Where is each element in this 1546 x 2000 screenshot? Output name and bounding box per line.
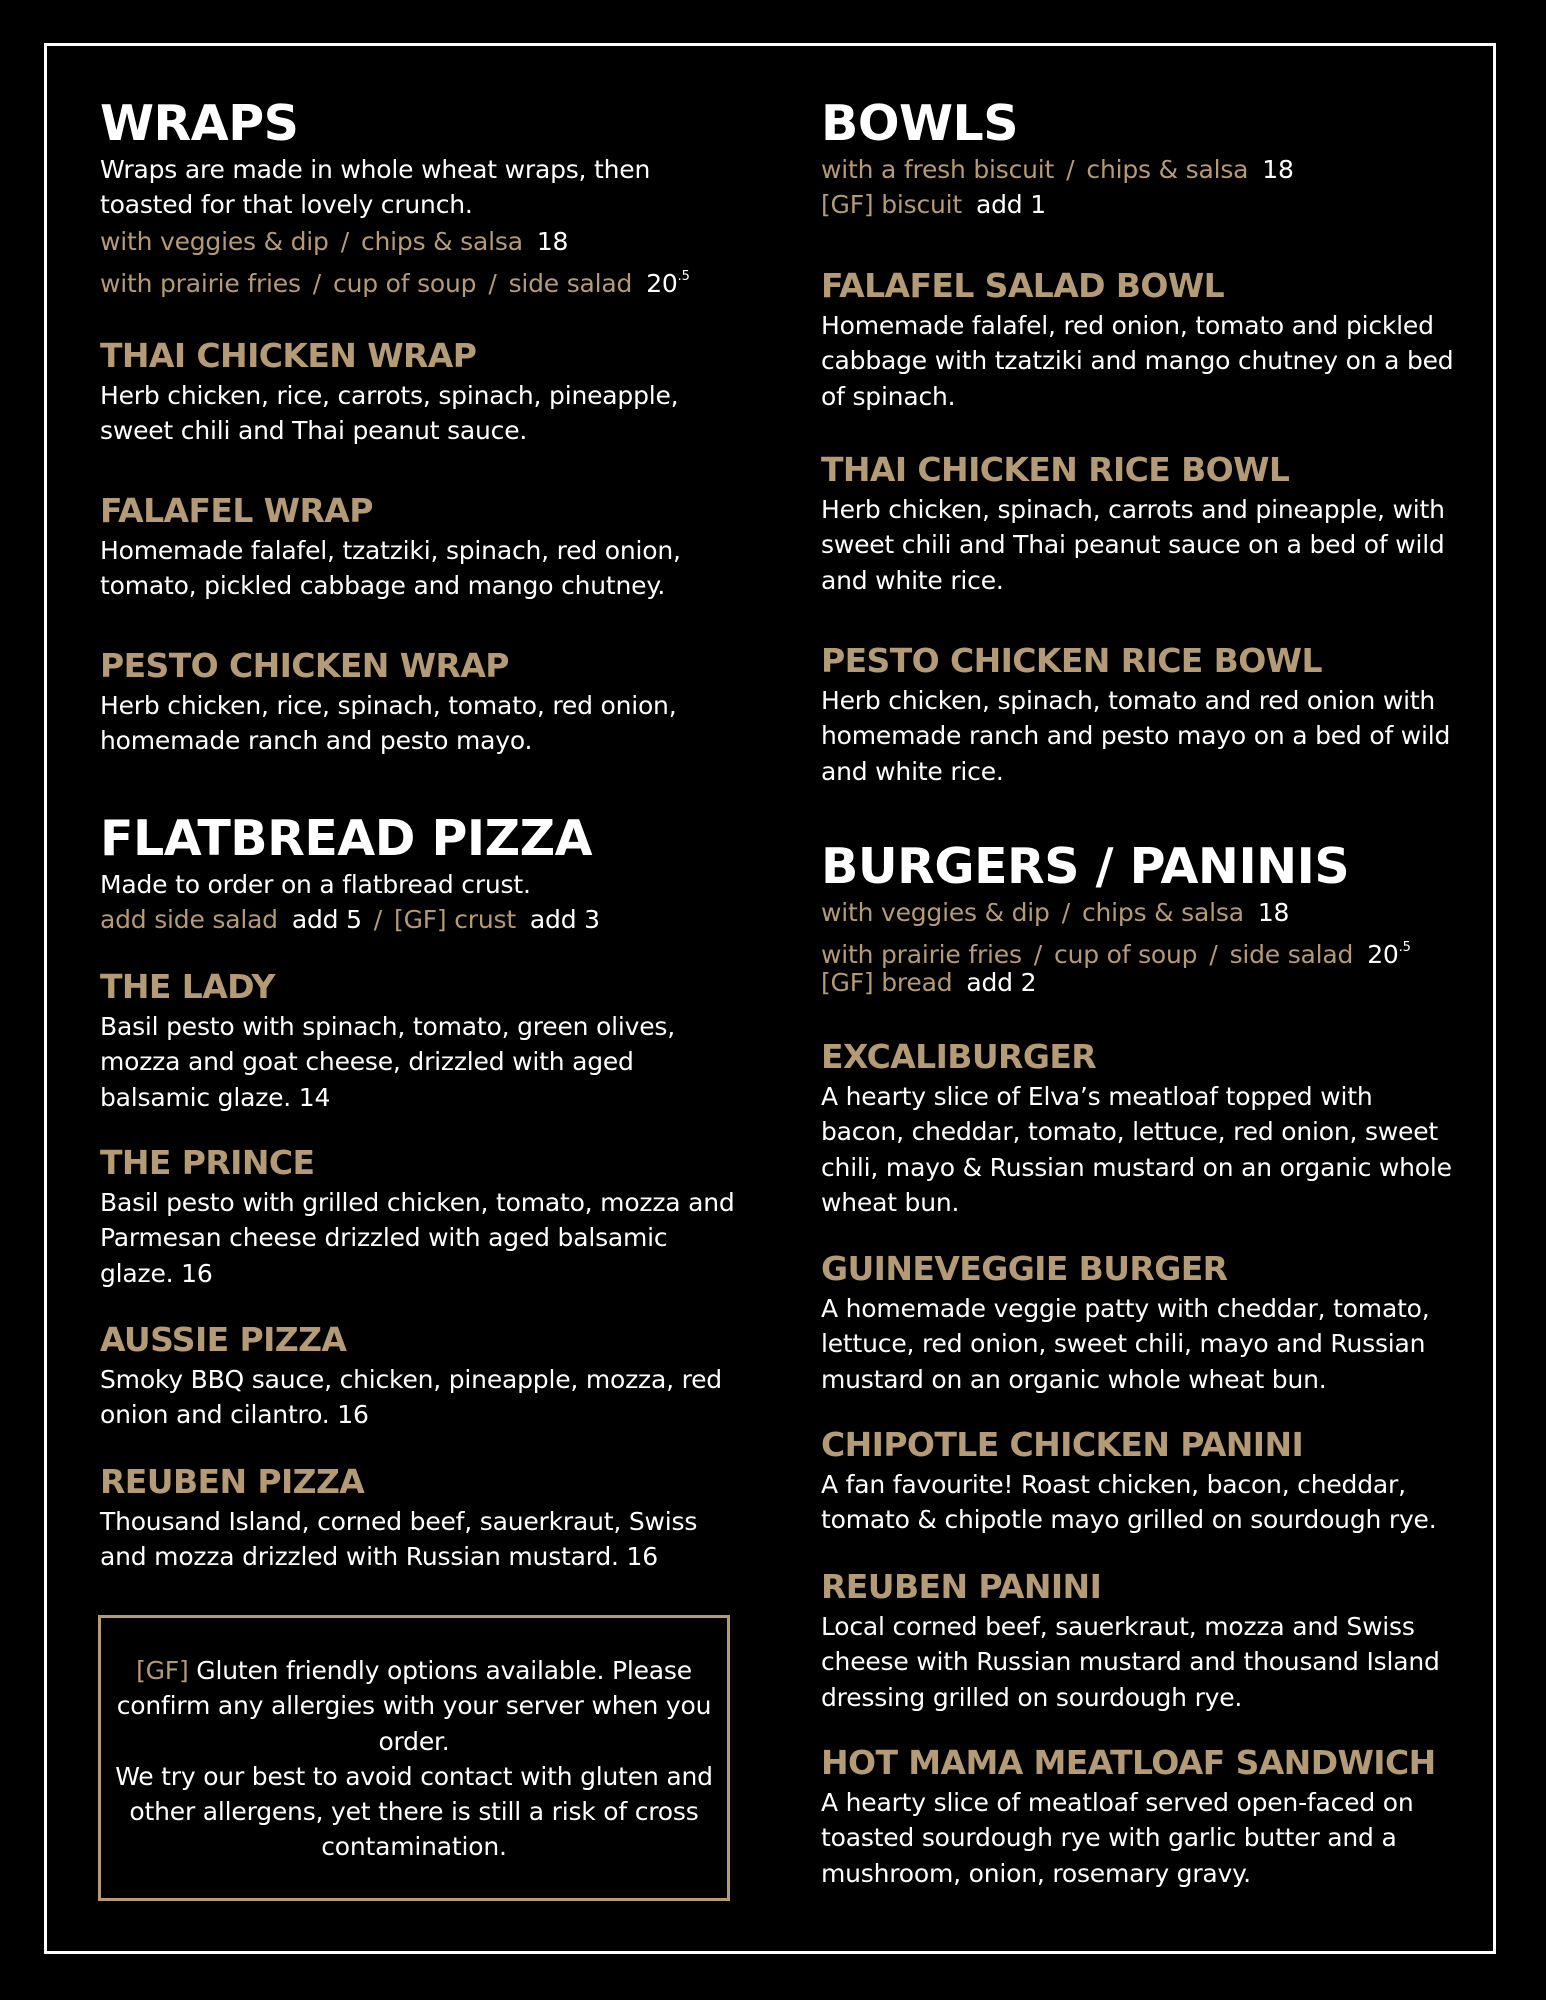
- item-description: Homemade falafel, tzatziki, spinach, red onion, tomato, pickled cabbage and mango chutney.: [100, 536, 681, 601]
- item-description: A hearty slice of meatloaf served open-faced on toasted sourdough rye with garlic butter and a mushroom, onion, rosemary gravy.: [821, 1788, 1414, 1888]
- item-description: A homemade veggie patty with cheddar, tomato, lettuce, red onion, sweet chili, mayo and Russian mustard on an organic whole wheat bun.: [821, 1294, 1430, 1394]
- item-title: EXCALIBURGER: [821, 1037, 1097, 1076]
- burgers-option-gf-price: add 2: [966, 968, 1037, 997]
- item-title: FALAFEL WRAP: [100, 491, 373, 530]
- item-description: Thousand Island, corned beef, sauerkraut, Swiss and mozza drizzled with Russian mustard. 16: [100, 1507, 698, 1572]
- burgers-option-line-3: [821, 965, 1036, 1000]
- item-description: Local corned beef, sauerkraut, mozza and Swiss cheese with Russian mustard and thousand Island dressing grilled on sourdough rye.: [821, 1612, 1440, 1712]
- allergy-notice-part-1: Gluten friendly options available. Please confirm any allergies with your server when you order.: [116, 1656, 712, 1756]
- burgers-option-chips: chips & salsa: [1081, 898, 1244, 927]
- bowls-option-gf-price: add 1: [975, 190, 1046, 219]
- burgers-option-soup: cup of soup: [1054, 940, 1198, 969]
- wraps-option-line-1: with veggies & dip / chips & salsa 18: [100, 227, 569, 256]
- wraps-description: Wraps are made in whole wheat wraps, then toasted for that lovely crunch.: [100, 155, 651, 220]
- item-title: PESTO CHICKEN RICE BOWL: [821, 641, 1322, 680]
- bowls-title: BOWLS: [821, 95, 1019, 152]
- item-description: A hearty slice of Elva’s meatloaf topped with bacon, cheddar, tomato, lettuce, red onion, sweet chili, mayo & Russian mustard on an organic whole wheat bun.: [821, 1082, 1452, 1217]
- pizza-option-salad: add side salad: [100, 905, 278, 934]
- bowls-option-price: 18: [1262, 155, 1294, 184]
- item-description: Basil pesto with grilled chicken, tomato, mozza and Parmesan cheese drizzled with aged balsamic glaze. 16: [100, 1188, 735, 1288]
- item-title: THAI CHICKEN RICE BOWL: [821, 450, 1290, 489]
- bowls-option-line-1: with a fresh biscuit / chips & salsa 18: [821, 155, 1294, 184]
- pizza-option-gf-price: add 3: [529, 905, 600, 934]
- burgers-option-price-2: $20^{.5}$: [1367, 940, 1411, 969]
- burgers-option-price-1: 18: [1257, 898, 1290, 927]
- wraps-option-fries: with prairie fries: [100, 269, 301, 298]
- item-description: Smoky BBQ sauce, chicken, pineapple, mozza, red onion and cilantro. 16: [100, 1365, 722, 1430]
- wraps-option-price-1: 18: [536, 227, 569, 256]
- item-description: Homemade falafel, red onion, tomato and pickled cabbage with tzatziki and mango chutney on a bed of spinach.: [821, 311, 1454, 411]
- item-description: Basil pesto with spinach, tomato, green olives, mozza and goat cheese, drizzled with aged balsamic glaze. 14: [100, 1012, 675, 1112]
- pizza-option-line: add side salad add 5 / [GF] crust add 3: [100, 905, 600, 934]
- allergy-notice-text: [101, 1653, 727, 1865]
- item-title: REUBEN PANINI: [821, 1567, 1102, 1606]
- burgers-paninis-title: BURGERS / PANINIS: [821, 838, 1350, 895]
- bowls-option-gf-biscuit: [GF] biscuit: [821, 190, 962, 219]
- item-title: REUBEN PIZZA: [100, 1462, 365, 1501]
- item-title: CHIPOTLE CHICKEN PANINI: [821, 1425, 1304, 1464]
- item-title: THE LADY: [100, 967, 275, 1006]
- wraps-option-soup: cup of soup: [333, 269, 477, 298]
- item-title: FALAFEL SALAD BOWL: [821, 266, 1225, 305]
- item-title: AUSSIE PIZZA: [100, 1320, 347, 1359]
- item-description: Herb chicken, rice, spinach, tomato, red onion, homemade ranch and pesto mayo.: [100, 691, 677, 756]
- item-title: THAI CHICKEN WRAP: [100, 336, 477, 375]
- burgers-option-veggies: with veggies & dip: [821, 898, 1050, 927]
- pizza-option-salad-price: add 5: [291, 905, 362, 934]
- gf-label: [GF]: [136, 1656, 189, 1685]
- item-title: PESTO CHICKEN WRAP: [100, 646, 509, 685]
- wraps-option-line-2: with prairie fries / cup of soup / side salad $20^{.5}$: [100, 269, 690, 298]
- item-title: GUINEVEGGIE BURGER: [821, 1249, 1228, 1288]
- burgers-option-line-1: with veggies & dip / chips & salsa 18: [821, 898, 1290, 927]
- burgers-option-salad: side salad: [1229, 940, 1354, 969]
- wraps-option-veggies: with veggies & dip: [100, 227, 329, 256]
- allergy-notice-part-2: We try our best to avoid contact with gluten and other allergens, yet there is still a risk of cross contamination.: [115, 1761, 713, 1862]
- burgers-option-gf-bread: [GF] bread: [821, 968, 953, 997]
- wraps-option-price-2: $20^{.5}$: [646, 269, 690, 298]
- wraps-option-salad: side salad: [508, 269, 633, 298]
- item-description: A fan favourite! Roast chicken, bacon, cheddar, tomato & chipotle mayo grilled on sourdough rye.: [821, 1470, 1437, 1535]
- item-description: Herb chicken, spinach, carrots and pineapple, with sweet chili and Thai peanut sauce on a bed of wild and white rice.: [821, 495, 1445, 595]
- bowls-option-line-2: [821, 187, 1046, 222]
- item-title: HOT MAMA MEATLOAF SANDWICH: [821, 1743, 1436, 1782]
- pizza-description: Made to order on a flatbread crust.: [100, 870, 531, 899]
- flatbread-pizza-title: FLATBREAD PIZZA: [100, 810, 593, 867]
- item-title: THE PRINCE: [100, 1143, 315, 1182]
- item-description: Herb chicken, rice, carrots, spinach, pineapple, sweet chili and Thai peanut sauce.: [100, 381, 679, 446]
- allergy-notice-box: [98, 1615, 730, 1901]
- burgers-option-fries: with prairie fries: [821, 940, 1022, 969]
- wraps-title: WRAPS: [100, 95, 299, 152]
- wraps-option-chips: chips & salsa: [360, 227, 523, 256]
- bowls-option-chips: chips & salsa: [1086, 155, 1249, 184]
- pizza-option-gf-crust: [GF] crust: [394, 905, 516, 934]
- item-description: Herb chicken, spinach, tomato and red onion with homemade ranch and pesto mayo on a bed of wild and white rice.: [821, 686, 1451, 786]
- burgers-option-line-2: with prairie fries / cup of soup / side salad $20^{.5}$: [821, 940, 1411, 969]
- bowls-option-biscuit: with a fresh biscuit: [821, 155, 1055, 184]
